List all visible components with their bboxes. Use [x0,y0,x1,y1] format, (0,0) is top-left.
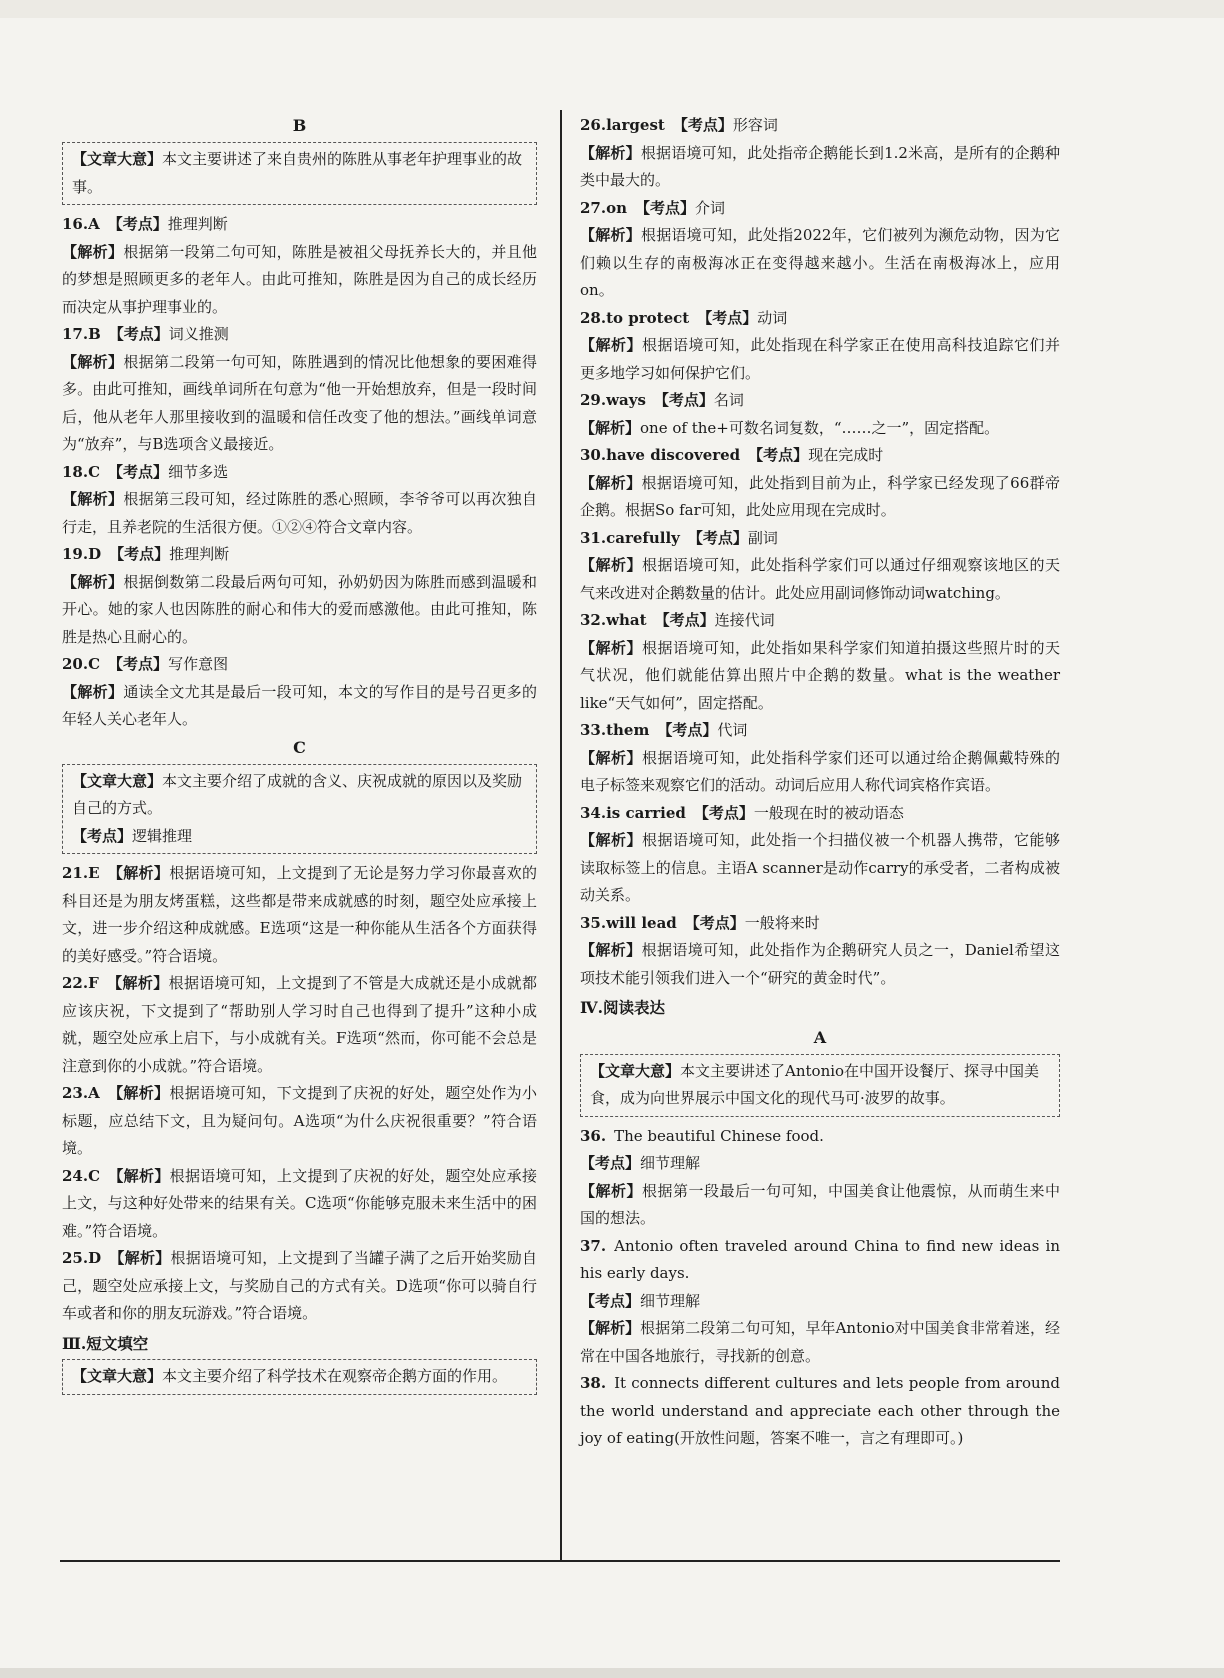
answer-number: 18.C [62,462,101,481]
answer-number: 36. [580,1126,607,1145]
point-tag: 【考点】 [657,721,718,739]
point-text: 逻辑推理 [132,826,193,845]
answer-number: 38. [580,1374,607,1392]
point-text: 推理判断 [167,215,228,233]
point-tag: 【考点】 [72,826,133,845]
analysis-text: 根据语境可知，此处指现在科学家正在使用高科技追踪它们并更多地学习如何保护它们。 [580,336,1060,382]
page-bottom-edge [0,1668,1224,1678]
section-title-3: Ⅲ.短文填空 [62,1333,149,1353]
point-text: 动词 [757,308,788,327]
analysis-tag: 【解析】 [580,226,641,244]
point-tag: 【考点】 [684,913,745,932]
analysis-text: 根据语境可知，上文提到了当罐子满了之后开始奖励自己，题空处应承接上文，与奖励自己的方式有关。D选项“你可以骑自行车或者和你的朋友玩游戏。”符合语境。 [62,1249,537,1322]
analysis-tag: 【解析】 [109,1249,171,1267]
summary-text: 本文主要讲述了来自贵州的陈胜从事老年护理事业的故事。 [72,150,523,196]
analysis-text: one of the+可数名词复数，“……之一”，固定搭配。 [640,418,1000,437]
point-tag: 【考点】 [580,1291,641,1310]
analysis-text: 根据第二段第一句可知，陈胜遇到的情况比他想象的要困难得多。由此可推知，画线单词所在句意为“他一开始想放弃，但是一段时间后，他从老年人那里接收到的温暖和信任改变了他的想法。”画线单词意为“放弃”，与B选项含义最接近。 [62,352,537,453]
point-tag: 【考点】 [687,528,748,547]
section-letter-a: A [813,1027,827,1047]
point-text: 细节理解 [640,1154,701,1172]
answer-item [62,970,537,1080]
answer-item [62,1163,537,1246]
analysis-tag: 【解析】 [580,941,642,959]
answer-text: Antonio often traveled around China to find new ideas in his early days. [580,1236,1060,1282]
analysis-text: 根据语境可知，下文提到了庆祝的好处，题空处作为小标题，应总结下文，且为疑问句。A选项“为什么庆祝很重要？”符合语境。 [62,1084,537,1157]
summary-tag: 【文章大意】 [590,1061,681,1080]
summary-tag: 【文章大意】 [72,1367,163,1385]
point-text: 现在完成时 [808,446,884,464]
answer-number: 30.have discovered [580,446,741,464]
point-text: 细节多选 [168,462,229,481]
summary-tag: 【文章大意】 [72,771,163,790]
point-tag: 【考点】 [635,198,696,217]
point-text: 代词 [717,721,748,739]
answer-text: The beautiful Chinese food. [614,1126,824,1145]
answer-number: 37. [580,1236,607,1255]
bottom-rule [60,1560,1060,1562]
analysis-text: 根据语境可知，此处指到目前为止，科学家已经发现了66群帝企鹅。根据So far可知，此处应用现在完成时。 [580,473,1060,519]
analysis-text: 根据第二段第二句可知，早年Antonio对中国美食非常着迷，经常在中国各地旅行，寻找新的创意。 [580,1319,1060,1365]
analysis-tag: 【解析】 [580,748,642,767]
analysis-text: 通读全文尤其是最后一段可知，本文的写作目的是号召更多的年轻人关心老年人。 [62,682,537,728]
answer-number: 21.E [62,864,100,882]
point-text: 推理判断 [169,545,230,563]
point-tag: 【考点】 [108,325,169,343]
answer-item [580,910,1060,993]
answer-item [580,525,1060,608]
analysis-tag: 【解析】 [580,143,641,162]
section-title-4: Ⅳ.阅读表达 [580,998,665,1017]
point-tag: 【考点】 [693,803,754,822]
analysis-tag: 【解析】 [62,682,124,701]
analysis-tag: 【解析】 [107,1084,170,1102]
answer-number: 25.D [62,1249,102,1267]
summary-text: 本文主要介绍了科学技术在观察帝企鹅方面的作用。 [162,1367,508,1385]
point-text: 写作意图 [168,655,229,673]
point-tag: 【考点】 [653,391,714,409]
summary-box-3 [62,1359,537,1395]
answer-number: 33.them [580,721,650,739]
point-text: 词义推测 [168,325,229,343]
answer-text: It connects different cultures and lets people from around the world understand and appreciate each other through the joy of eating(开放性问题，答案不唯一，言之有理即可。) [580,1374,1060,1447]
point-tag: 【考点】 [654,611,715,629]
answer-item [62,459,537,542]
answer-number: 26.largest [580,116,665,134]
analysis-text: 根据倒数第二段最后两句可知，孙奶奶因为陈胜而感到温暖和开心。她的家人也因陈胜的耐心和伟大的爱而感激他。由此可推知，陈胜是热心且耐心的。 [62,572,537,646]
point-tag: 【考点】 [107,215,168,233]
answer-number: 24.C [62,1166,101,1185]
answer-item [62,1080,537,1163]
summary-text: 本文主要介绍了成就的含义、庆祝成就的原因以及奖励自己的方式。 [72,771,523,817]
analysis-text: 根据语境可知，此处指2022年，它们被列为濒危动物，因为它们赖以生存的南极海冰正在变得越来越小。生活在南极海冰上，应用on。 [580,226,1060,299]
analysis-text: 根据第一段最后一句可知，中国美食让他震惊，从而萌生来中国的想法。 [580,1181,1060,1227]
answer-list-3 [580,112,1060,992]
section-letter-c: C [293,737,306,757]
analysis-text: 根据语境可知，此处指科学家们还可以通过给企鹅佩戴特殊的电子标签来观察它们的活动。动词后应用人称代词宾格作宾语。 [580,748,1060,794]
analysis-text: 根据第一段第二句可知，陈胜是被祖父母抚养长大的，并且他的梦想是照顾更多的老年人。由此可推知，陈胜是因为自己的成长经历而决定从事护理事业的。 [62,242,537,316]
answer-item [62,860,537,970]
analysis-tag: 【解析】 [580,336,642,354]
answer-number: 22.F [62,974,99,992]
summary-tag: 【文章大意】 [72,150,163,168]
answer-item-37 [580,1233,1060,1371]
analysis-tag: 【解析】 [106,974,169,992]
analysis-tag: 【解析】 [62,242,124,261]
analysis-text: 根据语境可知，上文提到了无论是努力学习你最喜欢的科目还是为朋友烤蛋糕，这些都是带来成就感的时刻，题空处应承接上文，进一步介绍这种成就感。E选项“这是一种你能从生活各个方面获得的美好感受。”符合语境。 [62,864,537,965]
point-tag: 【考点】 [672,116,733,134]
answer-number: 17.B [62,325,101,343]
summary-text: 本文主要讲述了Antonio在中国开设餐厅、探寻中国美食，成为向世界展示中国文化的现代马可·波罗的故事。 [590,1061,1040,1107]
answer-number: 32.what [580,611,647,629]
point-text: 介词 [695,198,726,217]
answer-item [580,112,1060,195]
point-tag: 【考点】 [580,1154,641,1172]
analysis-text: 根据语境可知，此处指科学家们可以通过仔细观察该地区的天气来改进对企鹅数量的估计。此处应用副词修饰动词watching。 [580,556,1060,602]
analysis-tag: 【解析】 [580,418,641,437]
answer-item [62,1245,537,1328]
answer-number: 29.ways [580,391,646,409]
answer-item [62,211,537,321]
analysis-tag: 【解析】 [580,473,642,492]
answer-item [62,321,537,459]
point-tag: 【考点】 [109,545,170,563]
summary-box-c [62,764,537,855]
summary-box-a [580,1054,1060,1117]
section-letter-b: B [292,116,307,135]
answer-number: 23.A [62,1084,100,1102]
summary-box-b [62,142,537,205]
analysis-text: 根据语境可知，上文提到了庆祝的好处，题空处应承接上文，与这种好处带来的结果有关。C选项“你能够克服未来生活中的困难。”符合语境。 [62,1166,537,1240]
analysis-text: 根据语境可知，此处指作为企鹅研究人员之一，Daniel希望这项技术能引领我们进入一个“研究的黄金时代”。 [580,941,1060,987]
answer-number: 20.C [62,655,101,673]
analysis-text: 根据语境可知，此处指如果科学家们知道拍摄这些照片时的天气状况，他们就能估算出照片中企鹅的数量。what is the weather like“天气如何”，固定搭配。 [580,638,1060,712]
point-text: 名词 [713,391,744,409]
answer-number: 34.is carried [580,803,686,822]
analysis-tag: 【解析】 [108,1166,170,1185]
analysis-tag: 【解析】 [580,1319,641,1337]
answer-item [580,607,1060,717]
answer-item-38 [580,1370,1060,1453]
point-text: 一般将来时 [744,913,820,932]
answer-item [62,651,537,734]
point-text: 一般现在时的被动语态 [753,803,904,822]
answer-item-36 [580,1123,1060,1233]
answer-number: 27.on [580,198,628,217]
answer-number: 16.A [62,215,100,233]
answer-number: 35.will lead [580,913,677,932]
column-divider [560,110,562,1560]
point-tag: 【考点】 [748,446,809,464]
point-text: 细节理解 [640,1291,701,1310]
point-tag: 【考点】 [108,655,169,673]
answer-number: 19.D [62,545,102,563]
analysis-tag: 【解析】 [580,556,642,574]
analysis-text: 根据语境可知，上文提到了不管是大成就还是小成就都应该庆祝，下文提到了“帮助别人学习时自己也得到了提升”这种小成就，题空处应承上启下，与小成就有关。F选项“然而，你可能不会总是注意到你的小成就。”符合语境。 [62,974,537,1075]
answer-item [580,717,1060,800]
answer-item [62,541,537,651]
answer-item [580,442,1060,525]
answer-item [580,305,1060,388]
analysis-tag: 【解析】 [62,352,124,371]
page-top-edge [0,0,1224,18]
analysis-text: 根据语境可知，此处指帝企鹅能长到1.2米高，是所有的企鹅种类中最大的。 [580,143,1060,189]
answer-item [580,387,1060,442]
point-text: 副词 [747,528,778,547]
analysis-text: 根据语境可知，此处指一个扫描仪被一个机器人携带，它能够读取标签上的信息。主语A scanner是动作carry的承受者，二者构成被动关系。 [580,831,1060,904]
analysis-tag: 【解析】 [107,864,170,882]
point-tag: 【考点】 [108,462,169,481]
analysis-tag: 【解析】 [580,831,642,849]
left-column [62,112,537,1401]
answer-item [580,800,1060,910]
answer-list-c [62,860,537,1328]
answer-number: 31.carefully [580,528,680,547]
analysis-tag: 【解析】 [62,572,124,591]
point-text: 连接代词 [714,611,775,629]
right-column [580,112,1060,1453]
analysis-tag: 【解析】 [62,490,124,508]
answer-number: 28.to protect [580,308,690,327]
analysis-tag: 【解析】 [580,1181,642,1200]
point-tag: 【考点】 [697,308,758,327]
point-text: 形容词 [732,116,778,134]
analysis-tag: 【解析】 [580,638,642,657]
answer-list-b [62,211,537,734]
analysis-text: 根据第三段可知，经过陈胜的悉心照顾，李爷爷可以再次独自行走，且养老院的生活很方便。①②④符合文章内容。 [62,490,537,536]
answer-item [580,195,1060,305]
